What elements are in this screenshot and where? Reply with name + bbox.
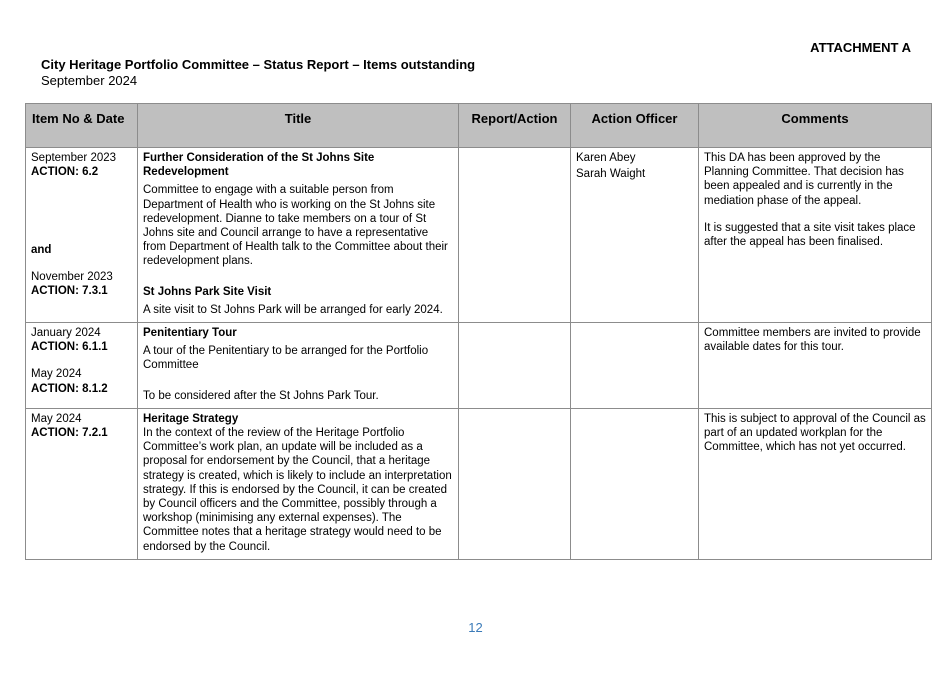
header-title: Title	[138, 104, 459, 148]
officer-cell	[571, 148, 699, 323]
officer-name: Sarah Waight	[576, 168, 646, 181]
item-action: ACTION: 6.1.1	[31, 341, 108, 354]
item-action: ACTION: 7.3.1	[31, 284, 108, 297]
header-item-no-date: Item No & Date	[26, 104, 138, 148]
item-date: November 2023	[31, 270, 113, 283]
report-title: City Heritage Portfolio Committee – Status Report – Items outstanding	[41, 57, 476, 72]
comment-text: It is suggested that a site visit takes place after the appeal has been finalised.	[704, 221, 916, 249]
report-heading	[41, 57, 475, 89]
item-heading: Heritage Strategy	[143, 412, 239, 425]
item-heading: Penitentiary Tour	[143, 327, 237, 340]
table-row	[26, 323, 932, 409]
item-action: ACTION: 6.2	[31, 166, 99, 179]
table-row	[26, 148, 932, 323]
item-description: A tour of the Penitentiary to be arranged for the Portfolio Committee	[143, 345, 429, 372]
header-report-action: Report/Action	[459, 104, 571, 148]
item-cell	[26, 408, 138, 559]
officer-cell	[571, 323, 699, 409]
table-header-row	[26, 104, 932, 148]
comments-cell	[699, 148, 932, 323]
officer-cell	[571, 408, 699, 559]
comment-text: This is subject to approval of the Council as part of an updated workplan for the Committee, which has not yet occurred.	[704, 412, 926, 454]
item-cell	[26, 323, 138, 409]
comment-text: This DA has been approved by the Planning Committee. That decision has been appealed and is currently in the mediation phase of the appeal.	[704, 152, 904, 207]
comment-text: Committee members are invited to provide available dates for this tour.	[704, 327, 921, 354]
item-action: ACTION: 8.1.2	[31, 382, 108, 395]
report-action-cell	[459, 323, 571, 409]
item-date: January 2024	[31, 327, 101, 340]
report-action-cell	[459, 408, 571, 559]
item-date: May 2024	[31, 412, 82, 425]
report-action-cell	[459, 148, 571, 323]
header-comments: Comments	[699, 104, 932, 148]
item-heading: St Johns Park Site Visit	[143, 285, 272, 298]
item-heading: Further Consideration of the St Johns Site Redevelopment	[143, 152, 375, 179]
item-cell	[26, 148, 138, 323]
item-description: A site visit to St Johns Park will be arranged for early 2024.	[143, 303, 443, 316]
comments-cell	[699, 323, 932, 409]
item-description: Committee to engage with a suitable person from Department of Health who is working on the St Johns site redevelopment. Dianne to take members on a tour of St Johns site and Council arrange to have a representative from Department of Health talk to the Committee about their redevelopment plans.	[143, 184, 448, 268]
title-cell	[138, 408, 459, 559]
officer-name: Karen Abey	[576, 152, 636, 164]
header-action-officer: Action Officer	[571, 104, 699, 148]
item-description: To be considered after the St Johns Park Tour.	[143, 389, 379, 402]
title-cell	[138, 323, 459, 409]
item-date: May 2024	[31, 368, 82, 381]
item-description: In the context of the review of the Heritage Portfolio Committee’s work plan, an update will be included as a proposal for endorsement by the Council, that a heritage strategy is created, which is likely to include an interpretation strategy. If this is endorsed by the Council, it can be created by Council officers and the Committee, possibly through a workshop (minimising any external expenses). The Committee notes that a heritage strategy would need to be endorsed by the Council.	[143, 427, 452, 553]
item-action: ACTION: 7.2.1	[31, 427, 108, 440]
page-number: 12	[468, 620, 483, 635]
report-date: September 2024	[41, 73, 138, 88]
comments-cell	[699, 408, 932, 559]
table-row	[26, 408, 932, 559]
title-cell	[138, 148, 459, 323]
attachment-label: ATTACHMENT A	[810, 40, 911, 55]
status-table	[25, 103, 932, 560]
item-date: September 2023	[31, 152, 117, 164]
item-and: and	[31, 244, 52, 257]
